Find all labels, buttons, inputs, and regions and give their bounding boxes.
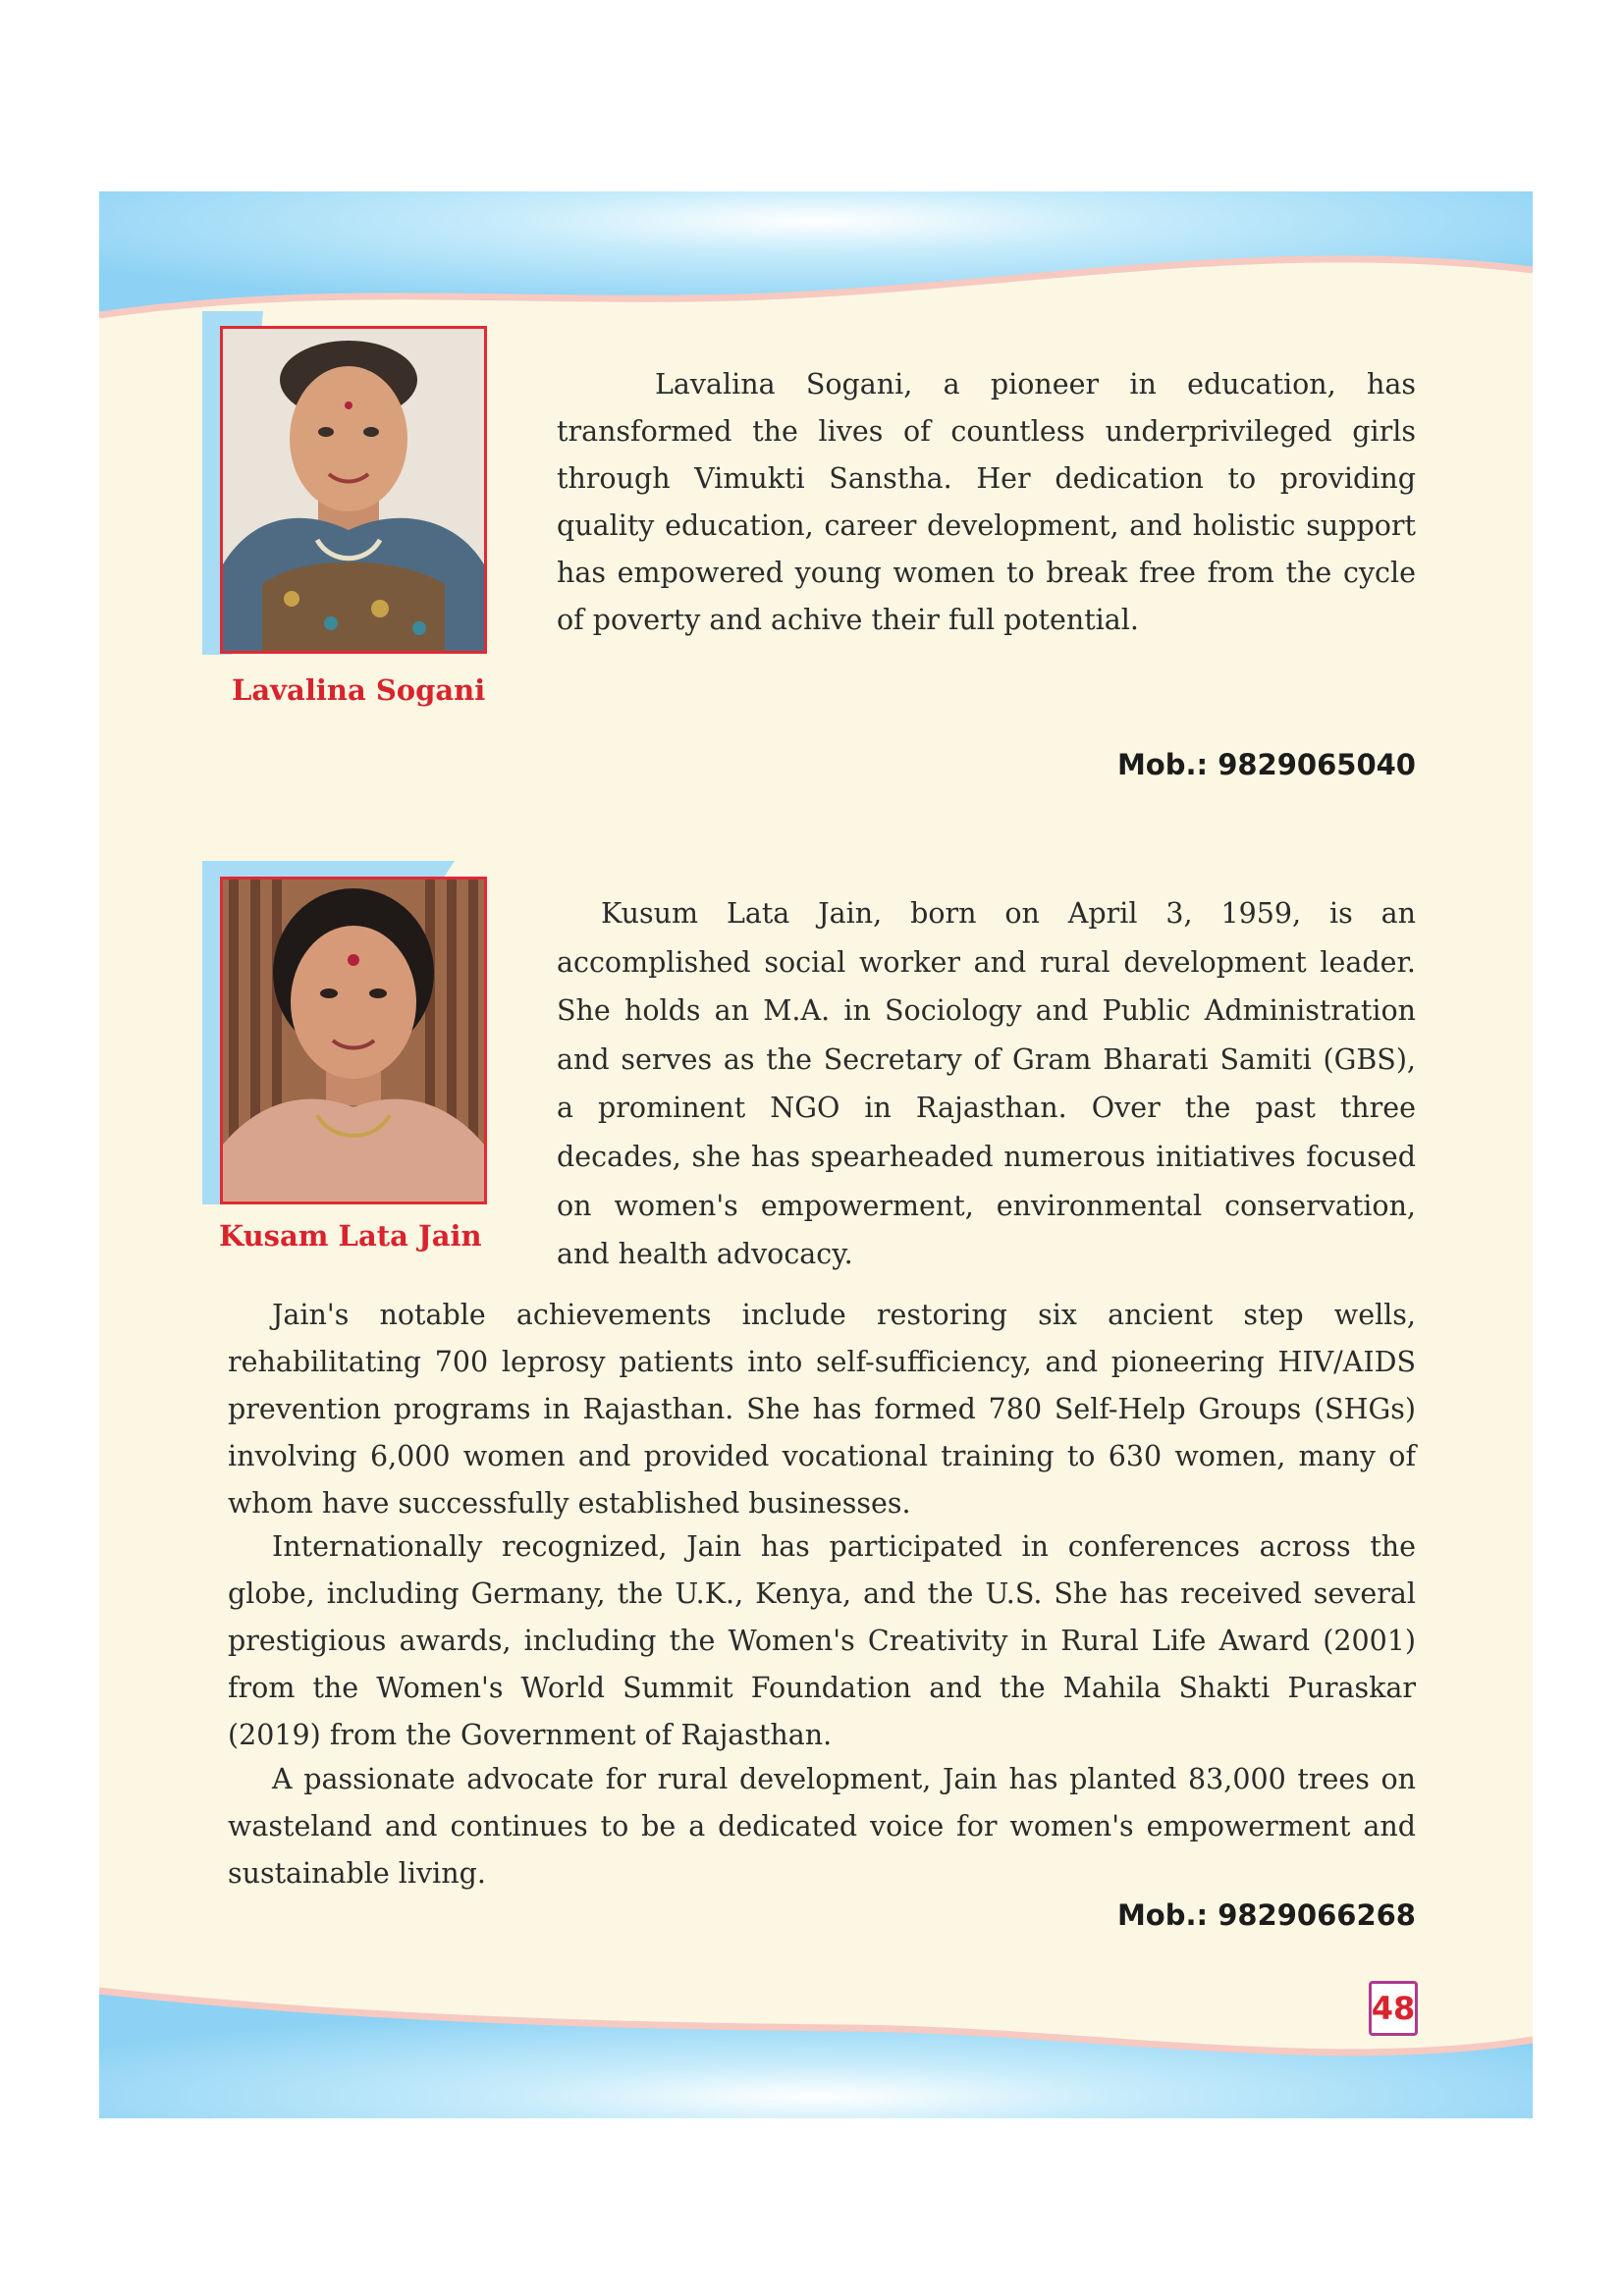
page-number: 48	[1369, 1981, 1418, 2036]
profile-paragraph: Internationally recognized, Jain has participated in conferences across the globe, including Germany, the U.K., Kenya, and the U.S. She has received several prestigious awards, including the Women's Creativity in Rural Life Award (2001) from the Women's World Summit Foundation and the Mahila Shakti Puraskar (2019) from the Government of Rajasthan.	[228, 1530, 1416, 1751]
profile-bio: Lavalina Sogani, a pioneer in education, has transformed the lives of countless underprivileged girls through Vimukti Sanstha. Her dedication to providing quality education, career development, and holistic support has empowered young women to break free from the cycle of poverty and achive their full potential.	[557, 368, 1416, 636]
profile-name-caption: Kusam Lata Jain	[219, 1219, 482, 1253]
bottom-wave-band	[99, 1971, 1533, 2118]
mobile-number: Mob.: 9829066268	[1116, 1898, 1416, 1932]
profile-bio: Kusum Lata Jain, born on April 3, 1959, is an accomplished social worker and rural development leader. She holds an M.A. in Sociology and Public Administration and serves as the Secretary of Gram Bharati Samiti (GBS), a prominent NGO in Rajasthan. Over the past three decades, she has spearheaded numerous initiatives focused on women's empowerment, environmental conservation, and health advocacy.	[557, 897, 1416, 1271]
lavalina-sogani-photo	[220, 326, 487, 654]
profile-paragraph: Jain's notable achievements include restoring six ancient step wells, rehabilitating 700 leprosy patients into self-sufficiency, and pioneering HIV/AIDS prevention programs in Rajasthan. She has formed 780 Self-Help Groups (SHGs) involving 6,000 women and provided vocational training to 630 women, many of whom have successfully established businesses.	[228, 1299, 1416, 1520]
top-wave-band	[99, 191, 1533, 339]
profile-paragraph: A passionate advocate for rural development, Jain has planted 83,000 trees on wasteland and continues to be a dedicated voice for women's empowerment and sustainable living.	[228, 1763, 1416, 1890]
kusam-lata-jain-photo	[220, 877, 487, 1204]
mobile-number: Mob.: 9829065040	[1116, 748, 1416, 781]
profile-name-caption: Lavalina Sogani	[232, 673, 486, 707]
